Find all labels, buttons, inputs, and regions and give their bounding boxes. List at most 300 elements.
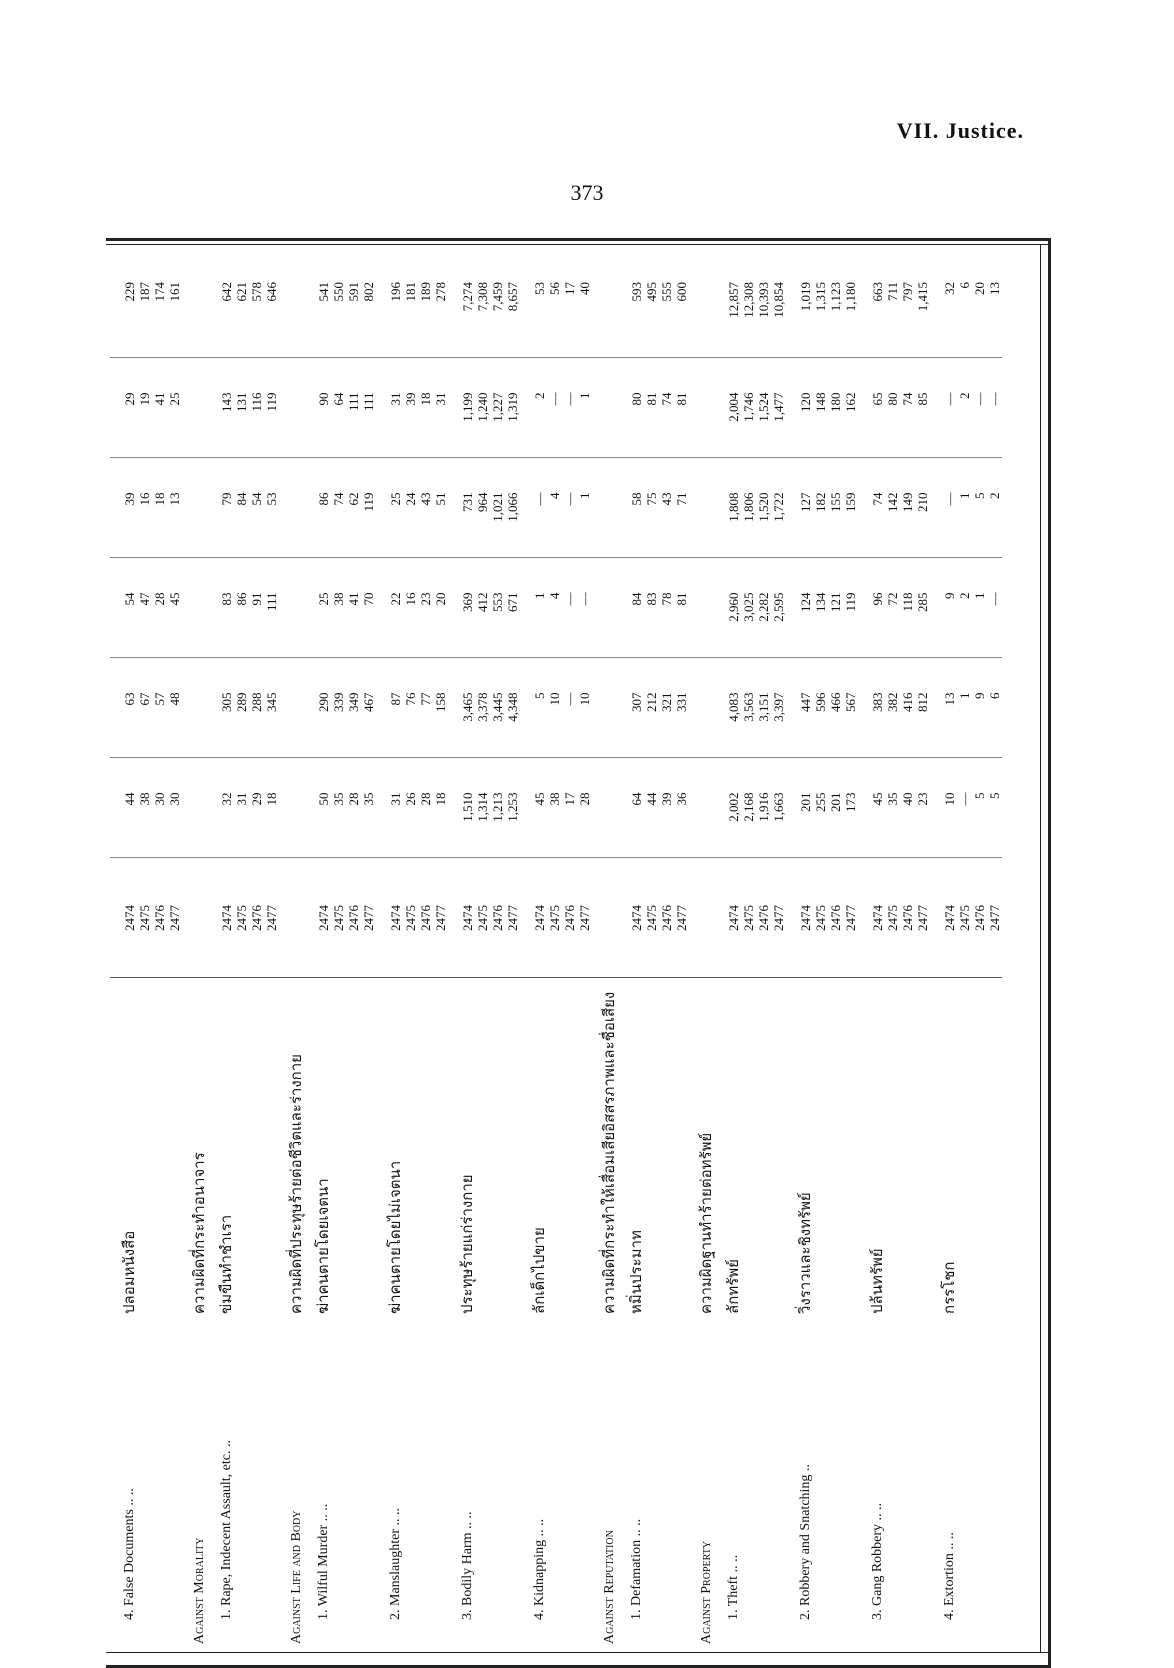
count-value: 201 — [798, 792, 813, 812]
count-value: 22 — [388, 592, 403, 606]
value-cell-empty — [689, 658, 714, 758]
count-value: 10 — [942, 792, 957, 806]
count-value: 63 — [122, 692, 137, 706]
value-cell — [304, 658, 376, 758]
crime-label: 1. Rape, Indecent Assault, etc. .. — [219, 1439, 234, 1620]
count-value: 305 — [219, 692, 234, 712]
crime-label: 1. Theft .. .. — [726, 1554, 741, 1620]
year-value: 2476 — [562, 905, 577, 931]
year-value: 2474 — [316, 905, 331, 931]
count-value: 64 — [331, 392, 346, 406]
year-value: 2475 — [331, 905, 346, 931]
year-value: 2477 — [264, 905, 279, 931]
count-value: 4 — [547, 492, 562, 499]
count-value: 555 — [659, 282, 674, 302]
count-value: 58 — [629, 492, 644, 506]
count-value: 142 — [885, 492, 900, 512]
year-value: 2477 — [505, 905, 520, 931]
count-value: 134 — [813, 592, 828, 612]
count-value: 495 — [644, 282, 659, 302]
count-value: 290 — [316, 692, 331, 712]
count-value: 79 — [219, 492, 234, 506]
value-cell — [376, 558, 448, 658]
value-cell — [930, 358, 1002, 458]
count-value: 45 — [532, 792, 547, 806]
count-value: 10,393 — [756, 282, 771, 318]
value-cell-empty — [182, 658, 207, 758]
count-value: 36 — [674, 792, 689, 806]
value-cell — [786, 248, 858, 358]
count-value: 10,854 — [771, 282, 786, 318]
value-cell — [207, 248, 279, 358]
count-value: 29 — [122, 392, 137, 406]
crime-label: 2. Robbery and Snatching .. — [798, 1464, 813, 1620]
count-value: 38 — [547, 792, 562, 806]
value-cell — [858, 558, 930, 658]
count-value: 4 — [547, 592, 562, 599]
value-cell-empty — [689, 358, 714, 458]
count-value: 1,722 — [771, 492, 786, 522]
count-value: 345 — [264, 692, 279, 712]
years-cell — [858, 858, 930, 978]
count-value: 96 — [870, 592, 885, 606]
value-cell — [304, 358, 376, 458]
value-cell — [207, 758, 279, 858]
year-value: 2475 — [644, 905, 659, 931]
count-value: 65 — [870, 392, 885, 406]
count-value: 111 — [361, 392, 376, 412]
value-cell — [376, 458, 448, 558]
value-cell-empty — [279, 248, 304, 358]
count-value: — — [972, 392, 987, 406]
count-value: 6 — [987, 692, 1002, 699]
section-label: Against Reputation — [602, 1530, 617, 1644]
count-value: 1,180 — [843, 282, 858, 312]
count-value: — — [562, 692, 577, 706]
value-cell-empty — [592, 358, 617, 458]
value-cell — [448, 248, 520, 358]
count-value: 447 — [798, 692, 813, 712]
count-value: 382 — [885, 692, 900, 712]
count-value: 553 — [490, 592, 505, 612]
count-value: 81 — [674, 392, 689, 406]
crime-label-thai: ลักทรัพย์ — [724, 1259, 742, 1314]
section-label-thai: ความผิดฐานทำร้ายต่อทรัพย์ — [697, 1132, 715, 1314]
count-value: 121 — [828, 592, 843, 612]
count-value: 119 — [843, 592, 858, 612]
count-value: 86 — [234, 592, 249, 606]
value-cell — [617, 358, 689, 458]
value-cell-empty — [592, 248, 617, 358]
count-value: 964 — [475, 492, 490, 512]
count-value: 3,397 — [771, 692, 786, 722]
count-value: 2,595 — [771, 592, 786, 622]
count-value: 18 — [152, 492, 167, 506]
count-value: 161 — [167, 282, 182, 302]
years-cell — [714, 858, 786, 978]
count-value: 12,308 — [741, 282, 756, 318]
value-cell — [110, 458, 182, 558]
count-value: 2 — [987, 492, 1002, 499]
count-value: 466 — [828, 692, 843, 712]
count-value: 1,066 — [505, 492, 520, 522]
value-cell — [617, 758, 689, 858]
section-label: Against Life and Body — [289, 1510, 304, 1644]
count-value: 72 — [885, 592, 900, 606]
count-value: 13 — [987, 282, 1002, 295]
count-value: 25 — [316, 592, 331, 606]
count-value: 17 — [562, 792, 577, 806]
count-value: 2 — [957, 392, 972, 399]
count-value: 621 — [234, 282, 249, 302]
value-cell-empty — [279, 458, 304, 558]
year-value: 2477 — [674, 905, 689, 931]
count-value: 20 — [433, 592, 448, 606]
count-value: 467 — [361, 692, 376, 712]
count-value: 3,563 — [741, 692, 756, 722]
count-value: 2 — [532, 392, 547, 399]
count-value: 600 — [674, 282, 689, 302]
section-heading — [689, 1318, 714, 1648]
table-row — [858, 248, 930, 1648]
value-cell — [304, 758, 376, 858]
count-value: 74 — [870, 492, 885, 506]
count-value: 28 — [577, 792, 592, 806]
count-value: 87 — [388, 692, 403, 706]
count-value: 26 — [403, 792, 418, 806]
count-value: 181 — [403, 282, 418, 302]
value-cell — [376, 248, 448, 358]
value-cell — [858, 458, 930, 558]
value-cell — [858, 758, 930, 858]
count-value: 77 — [418, 692, 433, 706]
count-value: 9 — [972, 692, 987, 699]
table-row — [786, 248, 858, 1648]
count-value: 5 — [532, 692, 547, 699]
count-value: 1,213 — [490, 792, 505, 822]
count-value: 13 — [942, 692, 957, 706]
count-value: 111 — [264, 592, 279, 612]
value-cell — [714, 358, 786, 458]
count-value: 797 — [900, 282, 915, 302]
years-cell — [207, 858, 279, 978]
count-value: 307 — [629, 692, 644, 712]
count-value: 4,348 — [505, 692, 520, 722]
count-value: 30 — [152, 792, 167, 806]
count-value: 62 — [346, 492, 361, 506]
count-value: 1,663 — [771, 792, 786, 822]
years-cell — [376, 858, 448, 978]
count-value: 182 — [813, 492, 828, 512]
count-value: 1,520 — [756, 492, 771, 522]
value-cell-empty — [592, 758, 617, 858]
value-cell-empty — [279, 558, 304, 658]
count-value: 56 — [547, 282, 562, 295]
count-value: 148 — [813, 392, 828, 412]
count-value: 43 — [659, 492, 674, 506]
crime-label: 4. Extortion .. .. — [942, 1532, 957, 1620]
count-value: 91 — [249, 592, 264, 606]
count-value: 24 — [403, 492, 418, 506]
section-heading — [279, 1318, 304, 1648]
value-cell — [930, 248, 1002, 358]
count-value: 812 — [915, 692, 930, 712]
count-value: 20 — [972, 282, 987, 295]
count-value: — — [987, 392, 1002, 406]
count-value: 75 — [644, 492, 659, 506]
count-value: 84 — [234, 492, 249, 506]
count-value: 118 — [900, 592, 915, 612]
count-value: 39 — [122, 492, 137, 506]
count-value: 6 — [957, 282, 972, 289]
count-value: 111 — [346, 392, 361, 412]
count-value: 383 — [870, 692, 885, 712]
count-value: 41 — [152, 392, 167, 406]
count-value: 158 — [433, 692, 448, 712]
count-value: 40 — [577, 282, 592, 295]
value-cell — [520, 658, 592, 758]
year-value: 2477 — [987, 905, 1002, 931]
count-value: 229 — [122, 282, 137, 302]
value-cell — [714, 658, 786, 758]
count-value: 189 — [418, 282, 433, 302]
count-value: 35 — [885, 792, 900, 806]
count-value: 131 — [234, 392, 249, 412]
years-cell — [448, 858, 520, 978]
count-value: — — [547, 392, 562, 406]
count-value: 155 — [828, 492, 843, 512]
section-label-thai: ความผิดที่กระทำอนาจาร — [190, 1152, 208, 1314]
value-cell — [448, 658, 520, 758]
value-cell — [714, 758, 786, 858]
section-label-thai: ความผิดที่ประทุษร้ายต่อชีวิตและร่างกาย — [287, 1054, 305, 1314]
count-value: 591 — [346, 282, 361, 302]
year-value: 2476 — [659, 905, 674, 931]
count-value: 149 — [900, 492, 915, 512]
count-value: 7,274 — [460, 282, 475, 312]
value-cell — [930, 758, 1002, 858]
year-value: 2476 — [152, 905, 167, 931]
count-value: 321 — [659, 692, 674, 712]
year-value: 2475 — [885, 905, 900, 931]
value-cell-empty — [592, 658, 617, 758]
value-cell — [858, 248, 930, 358]
year-value: 2476 — [828, 905, 843, 931]
count-value: 80 — [629, 392, 644, 406]
count-value: 86 — [316, 492, 331, 506]
count-value: 57 — [152, 692, 167, 706]
count-value: 593 — [629, 282, 644, 302]
crime-label-thai: ลักเด็กไปขาย — [530, 1227, 548, 1314]
count-value: 50 — [316, 792, 331, 806]
crime-label: 4. Kidnapping .. .. — [532, 1518, 547, 1620]
value-cell-empty — [279, 658, 304, 758]
value-cell — [304, 558, 376, 658]
year-value: 2474 — [726, 905, 741, 931]
section-label: Against Morality — [192, 1537, 207, 1644]
value-cell — [110, 758, 182, 858]
count-value: 7,308 — [475, 282, 490, 312]
value-cell — [786, 358, 858, 458]
value-cell-empty — [689, 458, 714, 558]
count-value: — — [532, 492, 547, 506]
count-value: 1 — [532, 592, 547, 599]
count-value: 18 — [264, 792, 279, 806]
count-value: 45 — [167, 592, 182, 606]
count-value: 1,227 — [490, 392, 505, 422]
section-row — [182, 248, 207, 1648]
crime-label-thai: ฆ่าคนตายโดยไม่เจตนา — [386, 1160, 404, 1314]
value-cell — [714, 558, 786, 658]
count-value: 28 — [152, 592, 167, 606]
count-value: 76 — [403, 692, 418, 706]
page-number: 373 — [570, 180, 604, 205]
value-cell-empty — [689, 558, 714, 658]
count-value: 278 — [433, 282, 448, 302]
year-value: 2474 — [532, 905, 547, 931]
year-value: 2476 — [418, 905, 433, 931]
year-value: 2477 — [843, 905, 858, 931]
count-value: 119 — [361, 492, 376, 512]
table-rule-bottom — [106, 1652, 1048, 1653]
count-value: 28 — [418, 792, 433, 806]
years-cell — [617, 858, 689, 978]
count-value: 8,657 — [505, 282, 520, 312]
count-value: 9 — [942, 592, 957, 599]
count-value: 578 — [249, 282, 264, 302]
table-row — [110, 248, 182, 1648]
count-value: 54 — [249, 492, 264, 506]
count-value: 369 — [460, 592, 475, 612]
value-cell — [110, 248, 182, 358]
value-cell — [714, 248, 786, 358]
count-value: 1,806 — [741, 492, 756, 522]
count-value: 45 — [870, 792, 885, 806]
count-value: — — [562, 492, 577, 506]
value-cell — [376, 758, 448, 858]
table-row — [448, 248, 520, 1648]
count-value: 1,253 — [505, 792, 520, 822]
value-cell — [617, 458, 689, 558]
count-value: 1,510 — [460, 792, 475, 822]
value-cell — [207, 458, 279, 558]
count-value: 7,459 — [490, 282, 505, 312]
count-value: 196 — [388, 282, 403, 302]
value-cell — [786, 558, 858, 658]
count-value: 1 — [957, 692, 972, 699]
value-cell — [858, 658, 930, 758]
count-value: 1,746 — [741, 392, 756, 422]
count-value: 44 — [644, 792, 659, 806]
count-value: 74 — [900, 392, 915, 406]
count-value: 1,315 — [813, 282, 828, 312]
value-cell-empty — [182, 358, 207, 458]
count-value: 1 — [577, 492, 592, 499]
count-value: 162 — [843, 392, 858, 412]
count-value: 1,240 — [475, 392, 490, 422]
count-value: 16 — [403, 592, 418, 606]
count-value: 39 — [403, 392, 418, 406]
count-value: 711 — [885, 282, 900, 302]
count-value: 1 — [972, 592, 987, 599]
year-value: 2476 — [972, 905, 987, 931]
value-cell — [110, 658, 182, 758]
count-value: 5 — [972, 792, 987, 799]
section-heading — [182, 1318, 207, 1648]
value-cell — [207, 658, 279, 758]
crime-label-thai: หมิ่นประมาท — [627, 1230, 645, 1314]
count-value: 25 — [388, 492, 403, 506]
year-value: 2474 — [122, 905, 137, 931]
year-value: 2476 — [249, 905, 264, 931]
count-value: 25 — [167, 392, 182, 406]
year-value: 2475 — [475, 905, 490, 931]
count-value: 180 — [828, 392, 843, 412]
count-value: 64 — [629, 792, 644, 806]
years-cell — [930, 858, 1002, 978]
crime-statistics-table — [110, 248, 1002, 1648]
count-value: 2,960 — [726, 592, 741, 622]
years-cell — [520, 858, 592, 978]
table-row — [520, 248, 592, 1648]
count-value: — — [987, 592, 1002, 606]
count-value: 70 — [361, 592, 376, 606]
count-value: 1,314 — [475, 792, 490, 822]
section-label-thai: ความผิดที่กระทำให้เสื่อมเสียอิสสรภาพและชื่อเสียง — [600, 991, 618, 1314]
count-value: 38 — [137, 792, 152, 806]
crime-label-thai: ฆ่าคนตายโดยเจตนา — [314, 1178, 332, 1314]
crime-label: 4. False Documents .. .. — [122, 1488, 137, 1620]
count-value: 1,019 — [798, 282, 813, 312]
count-value: 5 — [972, 492, 987, 499]
crime-label-thai: ประทุษร้ายแก่ร่างกาย — [458, 1174, 476, 1314]
count-value: — — [957, 792, 972, 806]
count-value: 119 — [264, 392, 279, 412]
count-value: 35 — [331, 792, 346, 806]
section-row — [592, 248, 617, 1648]
count-value: 40 — [900, 792, 915, 806]
count-value: 16 — [137, 492, 152, 506]
value-cell — [520, 558, 592, 658]
count-value: 5 — [987, 792, 1002, 799]
value-cell — [110, 358, 182, 458]
count-value: 255 — [813, 792, 828, 812]
table-body — [110, 248, 1002, 1648]
value-cell — [858, 358, 930, 458]
table-row — [930, 248, 1002, 1648]
count-value: 31 — [433, 392, 448, 406]
value-cell-empty — [689, 248, 714, 358]
section-heading — [592, 1318, 617, 1648]
value-cell — [207, 558, 279, 658]
year-value: 2476 — [900, 905, 915, 931]
count-value: 127 — [798, 492, 813, 512]
count-value: 30 — [167, 792, 182, 806]
year-value: 2477 — [577, 905, 592, 931]
count-value: 31 — [234, 792, 249, 806]
count-value: 81 — [674, 592, 689, 606]
count-value: 71 — [674, 492, 689, 506]
years-cell — [786, 858, 858, 978]
count-value: 18 — [418, 392, 433, 406]
count-value: 29 — [249, 792, 264, 806]
count-value: 83 — [219, 592, 234, 606]
value-cell — [786, 658, 858, 758]
count-value: 10 — [577, 692, 592, 706]
count-value: 28 — [346, 792, 361, 806]
table-row — [207, 248, 279, 1648]
count-value: 187 — [137, 282, 152, 302]
